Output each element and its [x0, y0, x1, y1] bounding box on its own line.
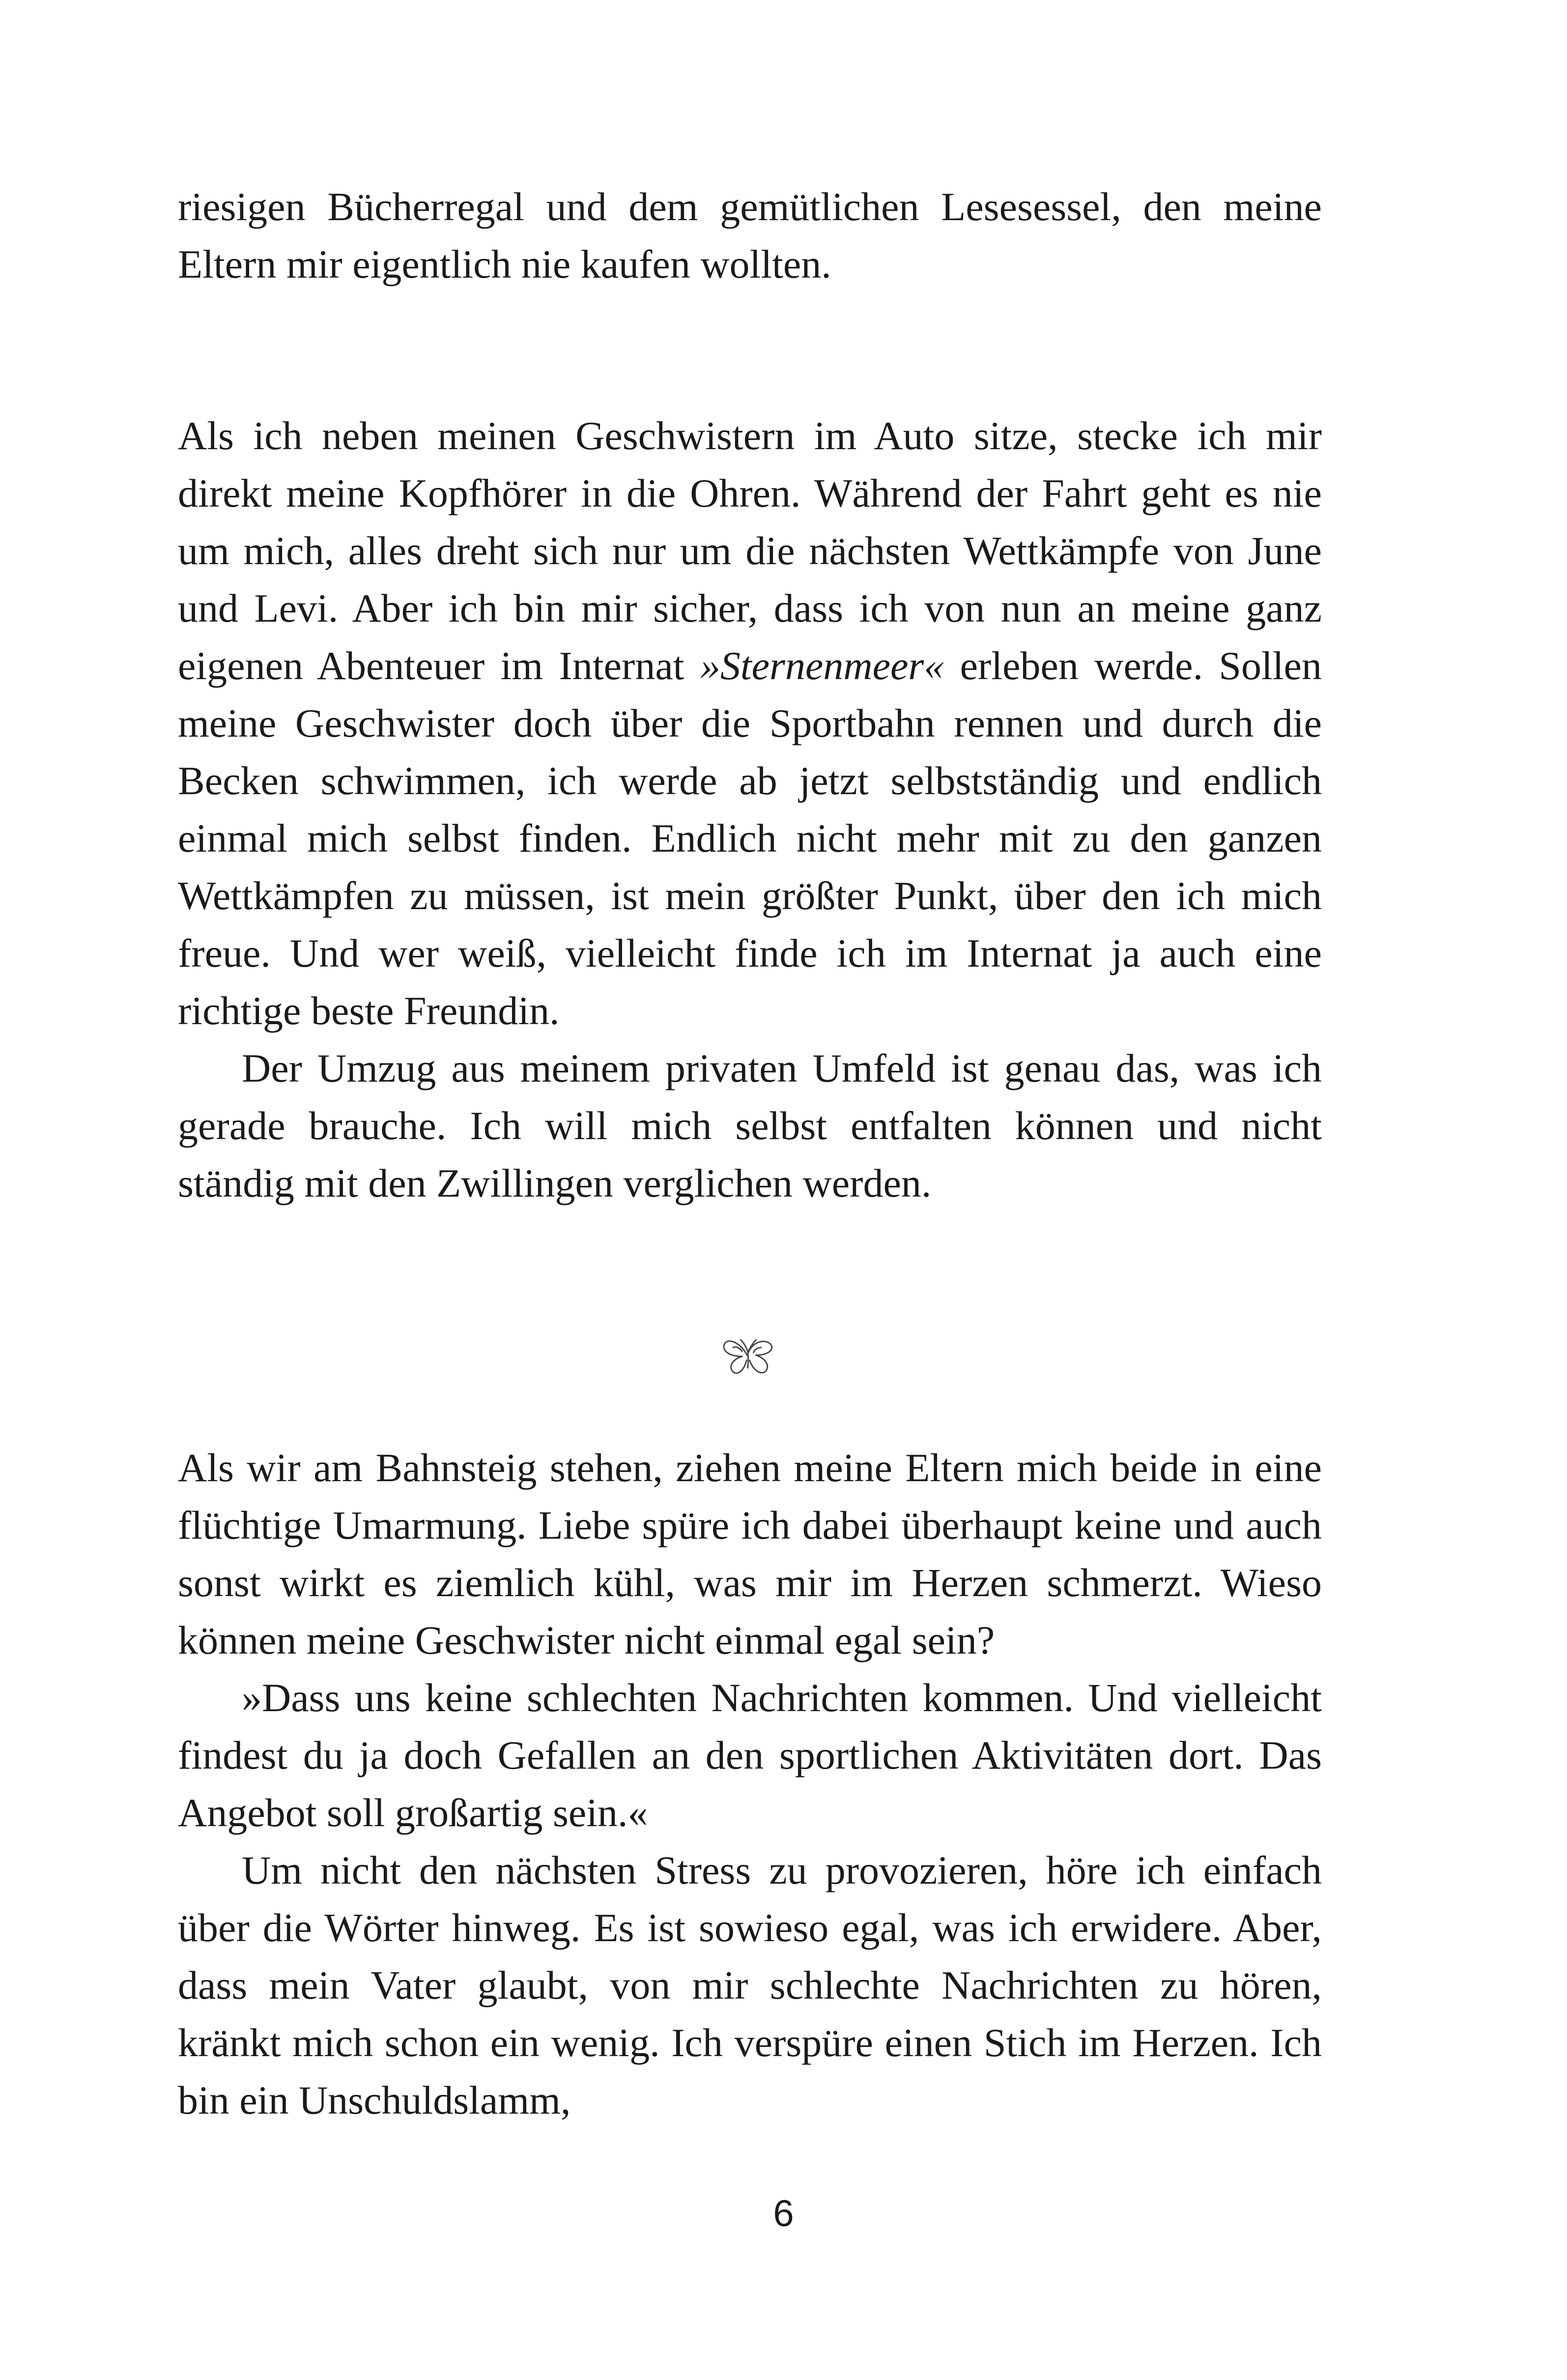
- paragraph: Der Umzug aus meinem privaten Umfeld ist genau das, was ich gerade brauche. Ich will mich selbst entfalten können und nicht ständig mit den Zwillingen verglichen werden.: [178, 1046, 1322, 1205]
- text-section-3: [178, 1439, 1322, 2129]
- butterfly-icon: [716, 1322, 780, 1386]
- text-section-1: [178, 178, 1322, 293]
- paragraph-text: Als ich neben meinen Geschwistern im Auto sitze, stecke ich mir direkt meine Kopfhörer in die Ohren. Während der Fahrt geht es nie um mich, alles dreht sich nur um die nächsten Wettkämpfe von June und Levi. Aber ich bin mir sicher, dass ich von nun an meine ganz eigenen Abenteuer im Internat: [178, 413, 1322, 688]
- paragraph: [178, 407, 1322, 1039]
- paragraph: »Dass uns keine schlechten Nachrichten kommen. Und vielleicht findest du ja doch Gefallen an den sportlichen Aktivitäten dort. Das Angebot soll großartig sein.«: [178, 1675, 1322, 1835]
- text-section-2: [178, 407, 1322, 1212]
- italic-title: »Sternenmeer«: [700, 643, 944, 688]
- paragraph: Um nicht den nächsten Stress zu provozieren, höre ich einfach über die Wörter hinweg. Es ist sowieso egal, was ich erwidere. Aber, dass mein Vater glaubt, von mir schlechte Nachrichten zu hören, kränkt mich schon ein wenig. Ich verspüre einen Stich im Herzen. Ich bin ein Unschuldslamm,: [178, 1848, 1322, 2122]
- paragraph: Als wir am Bahnsteig stehen, ziehen meine Eltern mich beide in eine flüchtige Umarmung. Liebe spüre ich dabei überhaupt keine und auch sonst wirkt es ziemlich kühl, was mir im Herzen schmerzt. Wieso können meine Geschwister nicht einmal egal sein?: [178, 1445, 1322, 1663]
- paragraph-text: erleben werde. Sollen meine Geschwister doch über die Sportbahn rennen und durch die Becken schwimmen, ich werde ab jetzt selbstständig und endlich einmal mich selbst finden. Endlich nicht mehr mit zu den ganzen Wettkämpfen zu müssen, ist mein größter Punkt, über den ich mich freue. Und wer weiß, vielleicht finde ich im Internat ja auch eine richtige beste Freundin.: [178, 643, 1322, 1033]
- page-number: 6: [773, 2193, 794, 2235]
- paragraph: riesigen Bücherregal und dem gemütlichen Lesesessel, den meine Eltern mir eigentlich nie kaufen wollten.: [178, 184, 1322, 287]
